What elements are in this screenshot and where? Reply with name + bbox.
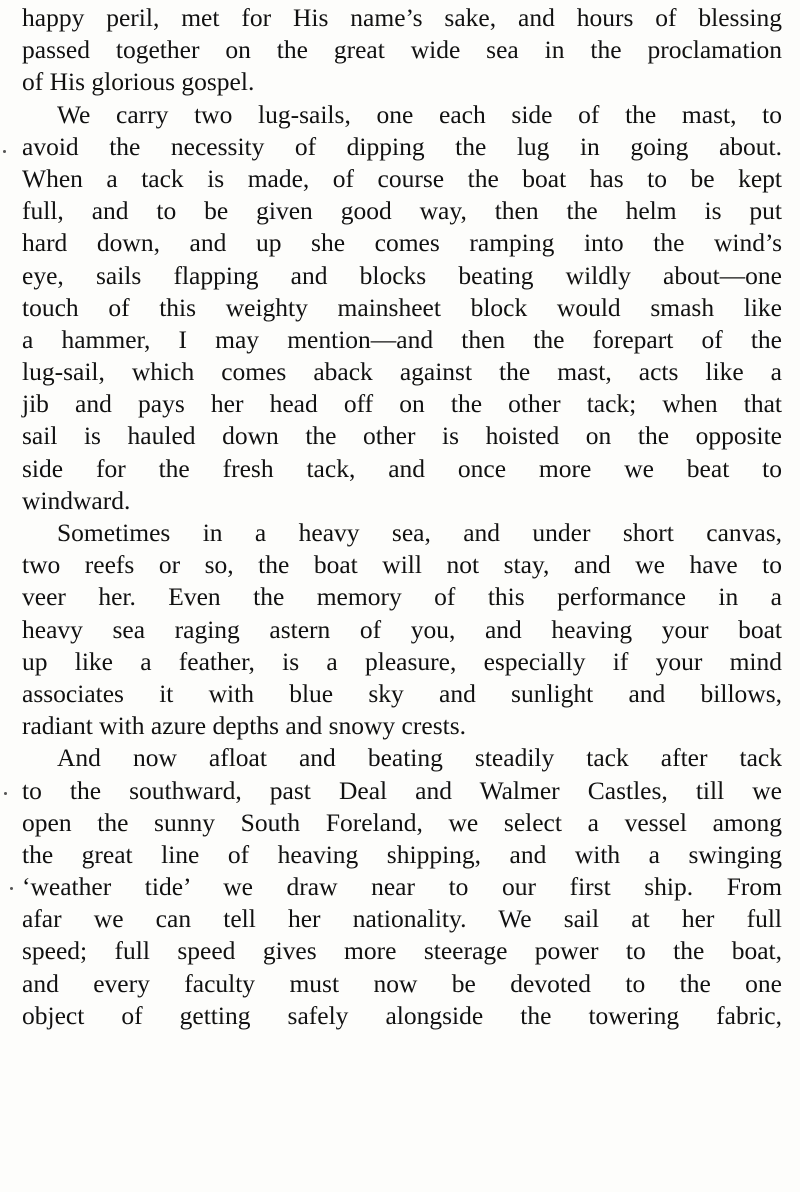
text-line: speed; full speed gives more steerage power to the boat, (22, 936, 782, 966)
text-line: associates it with blue sky and sunlight and billows, (22, 678, 782, 708)
text-line: radiant with azure depths and snowy crests. (22, 711, 466, 741)
text-line: open the sunny South Foreland, we select a vessel among (22, 807, 782, 837)
text-line: When a tack is made, of course the boat has to be kept (22, 163, 782, 193)
scan-speck (10, 887, 13, 890)
text-line: touch of this weighty mainsheet block would smash like (22, 292, 782, 322)
text-line: happy peril, met for His name’s sake, and hours of blessing (22, 3, 782, 32)
text-line: the great line of heaving shipping, and with a swinging (22, 839, 782, 869)
scan-speck (3, 150, 6, 153)
text-line: two reefs or so, the boat will not stay, and we have to (22, 550, 782, 580)
text-line: sail is hauled down the other is hoisted on the opposite (22, 421, 782, 451)
paragraph-first-line: We carry two lug-sails, one each side of the mast, to (57, 99, 782, 129)
text-line: and every faculty must now be devoted to the one (22, 968, 782, 998)
text-line: veer her. Even the memory of this performance in a (22, 582, 782, 612)
text-line: lug-sail, which comes aback against the mast, acts like a (22, 357, 782, 387)
text-line: full, and to be given good way, then the helm is put (22, 196, 782, 226)
text-line: avoid the necessity of dipping the lug in going about. (22, 131, 782, 161)
text-line: to the southward, past Deal and Walmer Castles, till we (22, 775, 782, 805)
text-line: object of getting safely alongside the towering fabric, (22, 1000, 782, 1030)
paragraph-first-line: And now afloat and beating steadily tack after tack (57, 743, 782, 773)
scan-speck (4, 792, 7, 795)
text-line: hard down, and up she comes ramping into the wind’s (22, 228, 782, 258)
text-line: windward. (22, 485, 131, 515)
text-line: afar we can tell her nationality. We sail at her full (22, 904, 782, 934)
page-text (22, 2, 782, 1032)
text-line: a hammer, I may mention—and then the forepart of the (22, 324, 782, 354)
paragraph-first-line: Sometimes in a heavy sea, and under short canvas, (57, 518, 782, 547)
text-line: heavy sea raging astern of you, and heaving your boat (22, 614, 782, 644)
text-line: of His glorious gospel. (22, 67, 255, 97)
text-line: eye, sails flapping and blocks beating wildly about—one (22, 260, 782, 290)
text-line: jib and pays her head off on the other tack; when that (22, 389, 782, 419)
text-line: passed together on the great wide sea in the proclamation (22, 35, 782, 65)
text-line: up like a feather, is a pleasure, especially if your mind (22, 646, 782, 676)
text-line: side for the fresh tack, and once more we beat to (22, 453, 782, 483)
text-line: ‘weather tide’ we draw near to our first ship. From (22, 872, 782, 902)
